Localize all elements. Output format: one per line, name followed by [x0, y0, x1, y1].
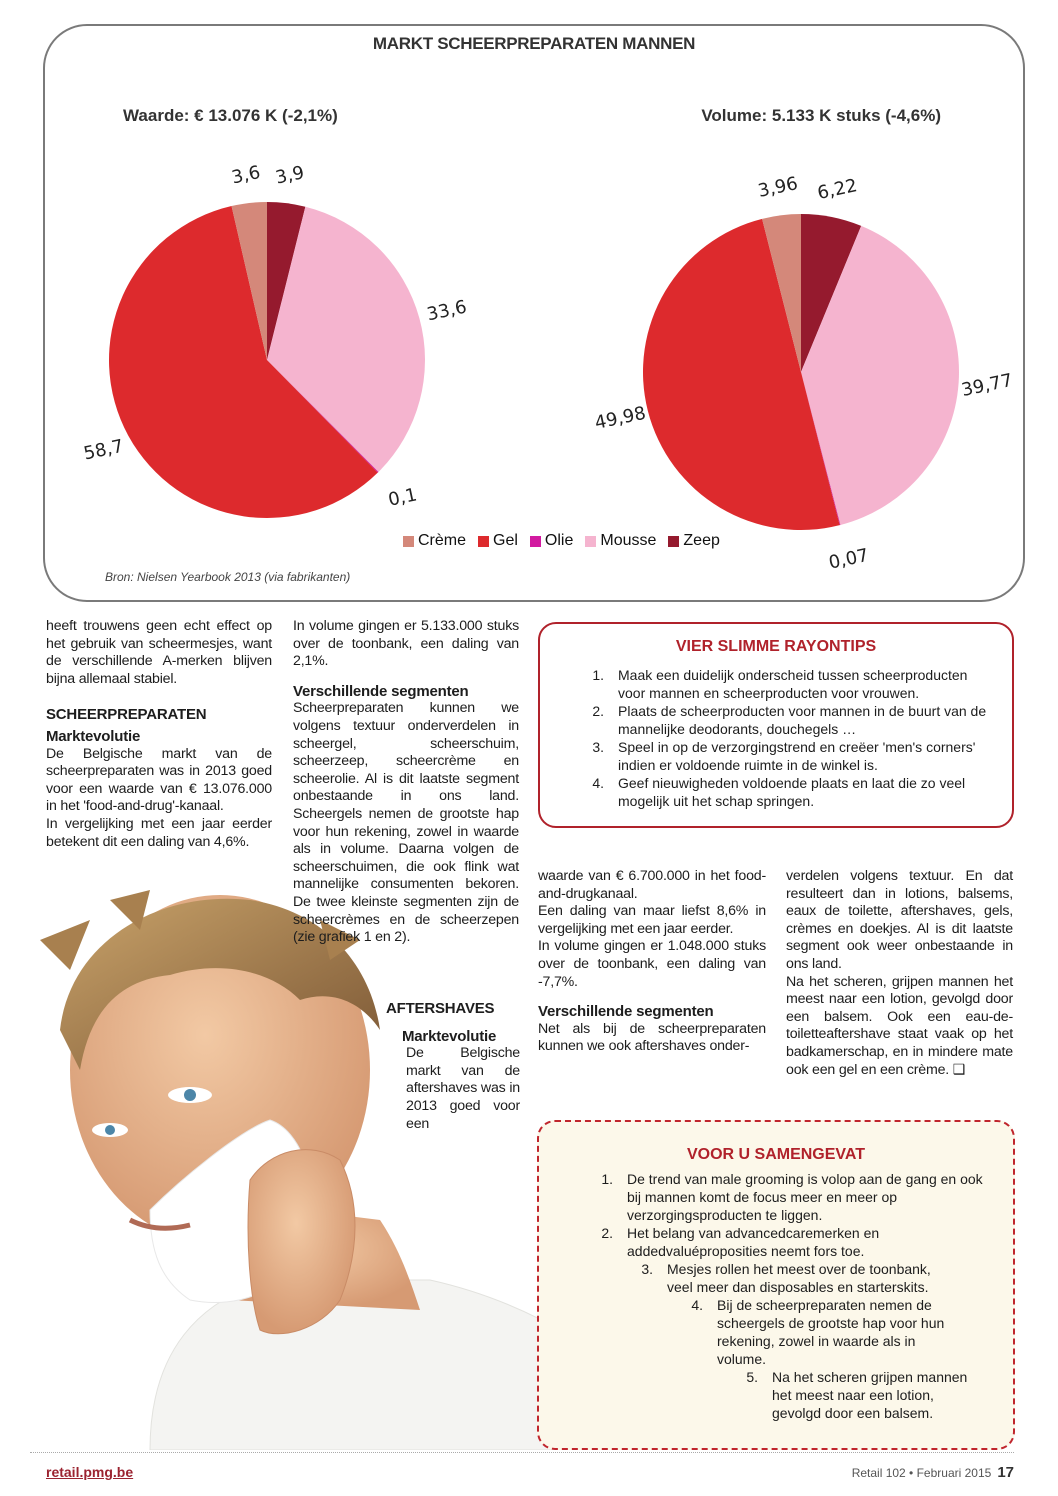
- subheading-verschillende-segmenten-2: Verschillende segmenten: [538, 1003, 714, 1021]
- pie-data-label: 3,6: [229, 161, 263, 189]
- chart-title: MARKT SCHEERPREPARATEN MANNEN: [372, 34, 696, 53]
- subheading-verschillende-segmenten: Verschillende segmenten: [293, 682, 469, 700]
- list-item: 2. Het belang van advancedcaremerken en addedvaluéproposities neemt fors toe.: [601, 1225, 880, 1259]
- pie-data-label: 0,1: [386, 484, 419, 511]
- section-heading-scheerpreparaten: SCHEERPREPARATEN: [46, 706, 207, 724]
- list-item: 4. Bij de scheerpreparaten nemen de scheergels de grootste hap voor hun rekening, zowel in waarde als in volume.: [691, 1297, 945, 1367]
- paragraph: waarde van € 6.700.000 in het food-and-drugkanaal.: [538, 868, 766, 902]
- pie-title-value: Waarde: € 13.076 K (-2,1%): [123, 106, 338, 125]
- pie-data-label: 33,6: [425, 296, 469, 326]
- legend-swatch: [668, 536, 679, 547]
- legend-swatch: [478, 536, 489, 547]
- list-item: 2. Plaats de scheerproducten voor mannen in de buurt van de mannelijke deodorants, douchegels …: [592, 703, 987, 737]
- page-number: 17: [997, 1464, 1014, 1481]
- list-item: 4. Geef nieuwigheden voldoende plaats en laat die zo veel mogelijk uit het schap springen.: [592, 775, 966, 809]
- summary-box: [537, 1120, 1015, 1450]
- tips-title: VIER SLIMME RAYONTIPS: [675, 638, 877, 655]
- pie-charts: [45, 26, 1023, 600]
- chart-legend: [403, 532, 720, 550]
- list-item: 5. Na het scheren grijpen mannen het meest naar een lotion, gevolgd door een balsem.: [746, 1369, 968, 1421]
- pie-data-label: 0,07: [826, 544, 871, 574]
- chart-source: Bron: Nielsen Yearbook 2013 (via fabrikanten): [105, 570, 351, 584]
- paragraph: In volume gingen er 5.133.000 stuks over de toonbank, een daling van 2,1%.: [293, 618, 519, 670]
- pie-data-label: 39,77: [959, 369, 1015, 402]
- summary-list: [539, 1170, 1013, 1422]
- paragraph: De Belgische markt van de scheerpreparaten was in 2013 goed voor een waarde van € 13.076.000 in het 'food-and-drug'-kanaal.: [46, 745, 272, 815]
- legend-item-mousse: Mousse: [585, 532, 656, 550]
- footer-rule: [30, 1452, 1014, 1453]
- subheading-marktevolutie: Marktevolutie: [46, 727, 141, 745]
- paragraph: Na het scheren, grijpen mannen het meest naar een lotion, gevolgd door een balsem. Ook een eau-de-toiletteaftershave staat vaak op het badkamerschap, en in mindere mate ook een gel en een crème. ❑: [786, 973, 1013, 1078]
- pie-data-label: 3,96: [756, 173, 800, 202]
- article-column-2: [293, 618, 519, 947]
- end-mark: ❑: [952, 1061, 966, 1078]
- footer-site-link[interactable]: retail.pmg.be: [46, 1464, 134, 1480]
- legend-item-gel: Gel: [478, 532, 518, 550]
- paragraph: heeft trouwens geen echt effect op het gebruik van scheermesjes, want de verschillende A-merken blijven bijna allemaal stabiel.: [46, 618, 272, 687]
- paragraph: De Belgische markt van de aftershaves was in 2013 goed voor een: [406, 1045, 520, 1132]
- article-column-2-lower: [386, 1000, 520, 1133]
- tips-box: [538, 622, 1014, 828]
- article-column-3: [538, 868, 766, 1056]
- pie-data-label: 6,22: [815, 175, 860, 205]
- article-column-4: [786, 868, 1013, 1079]
- list-item: 1. De trend van male grooming is volop aan de gang en ook bij mannen komt de focus meer en meer op verzorgingsproducten te liggen.: [601, 1171, 983, 1223]
- list-item: 1. Maak een duidelijk onderscheid tussen scheerproducten voor mannen en scheerproducten voor vrouwen.: [592, 667, 968, 701]
- pie-data-label: 58,7: [81, 435, 126, 465]
- legend-swatch: [530, 536, 541, 547]
- legend-swatch: [585, 536, 596, 547]
- list-item: 3. Speel in op de verzorgingstrend en creëer 'men's corners' indien er voldoende ruimte in de winkel is.: [592, 739, 976, 773]
- paragraph: Net als bij de scheerpreparaten kunnen we ook aftershaves onder-: [538, 1020, 766, 1055]
- pie-title-volume: Volume: 5.133 K stuks (-4,6%): [701, 106, 941, 125]
- pie-data-label: 49,98: [592, 402, 648, 434]
- pie-data-label: 3,9: [273, 162, 307, 189]
- legend-item-olie: Olie: [530, 532, 573, 550]
- paragraph: verdelen volgens textuur. En dat resulteert dan in lotions, balsems, eaux de toilette, aftershaves, gels, crèmes en doekjes. Al is dit laatste segment ook weer onbestaande in ons land.: [786, 868, 1013, 972]
- tips-list: [570, 666, 992, 810]
- paragraph: Scheerpreparaten kunnen we volgens textuur onderverdelen in scheergel, scheerschuim, scheerzeep, scheercrème en scheerolie. Al is dit laatste segment onbestaande in ons land. Scheergels nemen de grootste hap voor hun rekening, zowel in waarde als in volume. Daarna volgen de scheerschuimen, die ook flink wat mannelijke consumenten bekoren. De twee kleinste segmenten zijn de scheercrèmes en de scheerzepen (zie grafiek 1 en 2).: [293, 700, 519, 946]
- section-heading-aftershaves: AFTERSHAVES: [386, 1000, 495, 1017]
- subheading-marktevolutie-2: Marktevolutie: [402, 1027, 497, 1045]
- paragraph: Een daling van maar liefst 8,6% in vergelijking met een jaar eerder.: [538, 903, 766, 937]
- paragraph: In vergelijking met een jaar eerder betekent dit een daling van 4,6%.: [46, 815, 272, 850]
- chart-panel: [43, 24, 1025, 602]
- legend-item-creme: Crème: [403, 532, 466, 550]
- legend-item-zeep: Zeep: [668, 532, 719, 550]
- footer-issue: Retail 102 • Februari 2015 17: [851, 1464, 1014, 1481]
- article-column-1: [46, 618, 272, 851]
- list-item: 3. Mesjes rollen het meest over de toonbank, veel meer dan disposables en starterskits.: [641, 1261, 931, 1295]
- paragraph: In volume gingen er 1.048.000 stuks over de toonbank, een daling van -7,7%.: [538, 938, 766, 990]
- summary-title: VOOR U SAMENGEVAT: [686, 1146, 866, 1163]
- legend-swatch: [403, 536, 414, 547]
